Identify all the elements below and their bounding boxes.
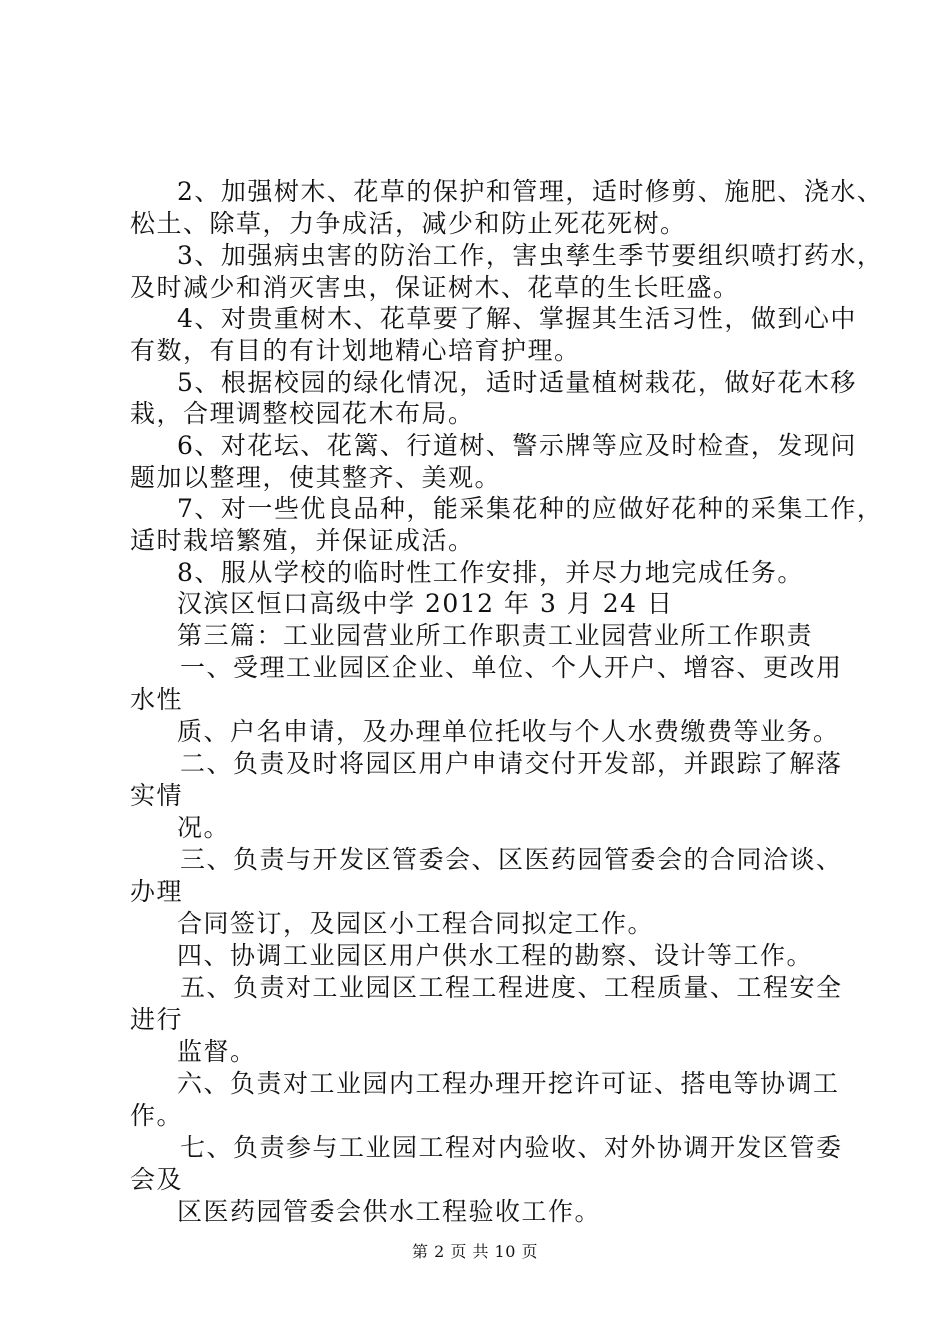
page-footer: 第 2 页 共 10 页 xyxy=(412,1242,538,1261)
text-line: 4、对贵重树木、花草要了解、掌握其生活习性，做到心中 xyxy=(177,304,857,333)
text-line: 栽，合理调整校园花木布局。 xyxy=(130,399,475,428)
text-line: 六、负责对工业园内工程办理开挖许可证、搭电等协调工 xyxy=(177,1069,840,1098)
text-line: 水性 xyxy=(130,685,184,714)
text-line: 3、加强病虫害的防治工作，害虫孳生季节要组织喷打药水， xyxy=(177,241,884,270)
text-line: 有数，有目的有计划地精心培育护理。 xyxy=(130,336,581,365)
text-line: 四、协调工业园区用户供水工程的勘察、设计等工作。 xyxy=(177,941,814,970)
text-line: 况。 xyxy=(177,813,231,842)
text-line: 适时栽培繁殖，并保证成活。 xyxy=(130,526,475,555)
text-line: 题加以整理，使其整齐、美观。 xyxy=(130,463,502,492)
text-line: 实情 xyxy=(130,781,184,810)
text-line: 及时减少和消灭害虫，保证树木、花草的生长旺盛。 xyxy=(130,273,740,302)
text-line: 五、负责对工业园区工程工程进度、工程质量、工程安全 xyxy=(180,973,843,1002)
text-line: 质、户名申请，及办理单位托收与个人水费缴费等业务。 xyxy=(177,717,840,746)
text-line: 监督。 xyxy=(177,1037,257,1066)
text-line: 作。 xyxy=(130,1101,184,1130)
text-line: 二、负责及时将园区用户申请交付开发部，并跟踪了解落 xyxy=(180,749,843,778)
text-line: 8、服从学校的临时性工作安排，并尽力地完成任务。 xyxy=(177,558,804,587)
text-line: 区医药园管委会供水工程验收工作。 xyxy=(177,1197,602,1226)
text-line: 会及 xyxy=(130,1165,184,1194)
text-line: 进行 xyxy=(130,1005,184,1034)
text-line: 松土、除草，力争成活，减少和防止死花死树。 xyxy=(130,209,687,238)
text-line: 6、对花坛、花篱、行道树、警示牌等应及时检查，发现问 xyxy=(177,431,857,460)
text-line: 2、加强树木、花草的保护和管理，适时修剪、施肥、浇水、 xyxy=(177,177,884,206)
text-line: 合同签订，及园区小工程合同拟定工作。 xyxy=(177,909,655,938)
text-line: 一、受理工业园区企业、单位、个人开户、增容、更改用 xyxy=(180,653,843,682)
section-heading: 第三篇：工业园营业所工作职责工业园营业所工作职责 xyxy=(177,621,814,650)
text-line: 汉滨区恒口高级中学 2012 年 3 月 24 日 xyxy=(177,589,674,618)
text-line: 办理 xyxy=(130,877,184,906)
text-line: 七、负责参与工业园工程对内验收、对外协调开发区管委 xyxy=(180,1133,843,1162)
text-line: 7、对一些优良品种，能采集花种的应做好花种的采集工作， xyxy=(177,494,884,523)
text-line: 三、负责与开发区管委会、区医药园管委会的合同洽谈、 xyxy=(180,845,843,874)
text-line: 5、根据校园的绿化情况，适时适量植树栽花，做好花木移 xyxy=(177,368,857,397)
